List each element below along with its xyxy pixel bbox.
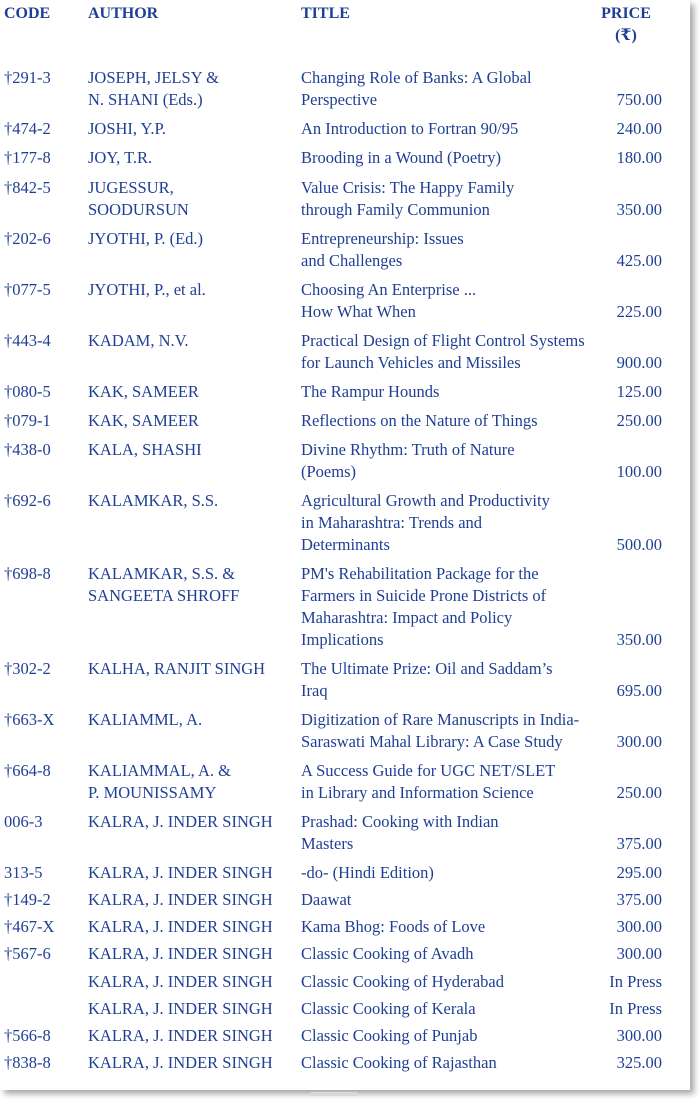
book-author: KADAM, N.V.: [88, 331, 189, 350]
catalog-row: [0, 67, 690, 111]
book-code: †149-2: [4, 890, 51, 909]
book-title: An Introduction to Fortran 90/95: [301, 119, 519, 138]
catalog-row: [0, 563, 690, 651]
catalog-row: [0, 490, 690, 556]
book-title: Classic Cooking of Hyderabad: [301, 972, 505, 991]
catalog-row: [0, 760, 690, 804]
book-price: 250.00: [616, 411, 662, 430]
catalog-row: [0, 998, 690, 1020]
book-price: 295.00: [616, 863, 662, 882]
book-title: Digitization of Rare Manuscripts in India- Saraswati Mahal Library: A Case Study: [301, 710, 580, 751]
book-title: Prashad: Cooking with Indian Masters: [301, 812, 499, 853]
catalog-row: [0, 330, 690, 374]
book-title: Classic Cooking of Kerala: [301, 999, 476, 1018]
catalog-row: [0, 916, 690, 938]
book-title: The Ultimate Prize: Oil and Saddam’s Iraq: [301, 659, 553, 700]
book-author: KALRA, J. INDER SINGH: [88, 944, 273, 963]
catalog-row: [0, 658, 690, 702]
book-code: †567-6: [4, 944, 51, 963]
book-price: 250.00: [616, 783, 662, 802]
book-title: Classic Cooking of Avadh: [301, 944, 474, 963]
book-author: JOSEPH, JELSY & N. SHANI (Eds.): [88, 68, 219, 109]
book-price: 100.00: [616, 462, 662, 481]
book-price: 300.00: [616, 944, 662, 963]
book-title: The Rampur Hounds: [301, 382, 440, 401]
book-code: †202-6: [4, 229, 51, 248]
book-title: Brooding in a Wound (Poetry): [301, 148, 502, 167]
book-title: Entrepreneurship: Issues and Challenges: [301, 229, 464, 270]
catalog-row: [0, 147, 690, 169]
book-code: †663-X: [4, 710, 55, 729]
book-price: In Press: [609, 999, 662, 1018]
catalog-row: [0, 177, 690, 221]
book-author: KALHA, RANJIT SINGH: [88, 659, 266, 678]
book-code: 006-3: [4, 812, 43, 831]
catalog-row: [0, 228, 690, 272]
book-code: †080-5: [4, 382, 51, 401]
book-author: KALIAMMAL, A. & P. MOUNISSAMY: [88, 761, 231, 802]
book-code: †438-0: [4, 440, 51, 459]
catalog-row: [0, 1025, 690, 1047]
book-price: 695.00: [616, 681, 662, 700]
book-price: 225.00: [616, 302, 662, 321]
book-code: †474-2: [4, 119, 51, 138]
book-title: Value Crisis: The Happy Family through Family Communion: [301, 178, 515, 219]
book-author: JOY, T.R.: [88, 148, 153, 167]
book-code: †692-6: [4, 491, 51, 510]
page-edge-tab: [310, 1092, 358, 1096]
book-price: 325.00: [616, 1053, 662, 1072]
book-author: KALRA, J. INDER SINGH: [88, 812, 273, 831]
book-author: KAK, SAMEER: [88, 411, 199, 430]
book-price: 125.00: [616, 382, 662, 401]
book-code: †842-5: [4, 178, 51, 197]
catalog-row: [0, 279, 690, 323]
book-price: 375.00: [616, 890, 662, 909]
book-price: 180.00: [616, 148, 662, 167]
book-title: PM's Rehabilitation Package for the Farmers in Suicide Prone Districts of Maharashtra: Impact and Policy Implications: [301, 564, 547, 649]
book-price: 300.00: [616, 1026, 662, 1045]
book-author: KALAMKAR, S.S.: [88, 491, 219, 510]
price-label: PRICE: [601, 5, 651, 22]
book-code: †664-8: [4, 761, 51, 780]
book-author: KALA, SHASHI: [88, 440, 202, 459]
book-author: KALRA, J. INDER SINGH: [88, 972, 273, 991]
book-price: 500.00: [616, 535, 662, 554]
book-code: †077-5: [4, 280, 51, 299]
book-title: A Success Guide for UGC NET/SLET in Library and Information Science: [301, 761, 556, 802]
catalog-row: [0, 709, 690, 753]
book-author: KAK, SAMEER: [88, 382, 199, 401]
book-author: KALRA, J. INDER SINGH: [88, 1026, 273, 1045]
book-title: Changing Role of Banks: A Global Perspective: [301, 68, 532, 109]
book-code: †566-8: [4, 1026, 51, 1045]
book-code: †698-8: [4, 564, 51, 583]
book-price: 350.00: [616, 200, 662, 219]
catalog-row: [0, 410, 690, 432]
currency-label: (₹): [615, 27, 637, 44]
book-price: 240.00: [616, 119, 662, 138]
catalog-row: [0, 118, 690, 140]
book-author: KALRA, J. INDER SINGH: [88, 917, 273, 936]
catalog-row: [0, 811, 690, 855]
book-author: KALIAMML, A.: [88, 710, 203, 729]
book-code: 313-5: [4, 863, 43, 882]
book-price: 350.00: [616, 630, 662, 649]
book-code: †291-3: [4, 68, 51, 87]
catalog-row: [0, 862, 690, 884]
column-header-price: [590, 3, 662, 47]
book-title: Agricultural Growth and Productivity in Maharashtra: Trends and Determinants: [301, 491, 550, 554]
book-author: KALRA, J. INDER SINGH: [88, 890, 273, 909]
book-author: JOSHI, Y.P.: [88, 119, 166, 138]
book-author: JYOTHI, P., et al.: [88, 280, 206, 299]
catalog-row: [0, 1052, 690, 1074]
book-title: Divine Rhythm: Truth of Nature (Poems): [301, 440, 515, 481]
book-code: †302-2: [4, 659, 51, 678]
book-title: Practical Design of Flight Control Systems for Launch Vehicles and Missiles: [301, 331, 585, 372]
book-author: KALAMKAR, S.S. & SANGEETA SHROFF: [88, 564, 240, 605]
column-header-code: CODE: [4, 5, 51, 22]
book-title: Classic Cooking of Punjab: [301, 1026, 478, 1045]
book-author: JYOTHI, P. (Ed.): [88, 229, 204, 248]
book-author: KALRA, J. INDER SINGH: [88, 863, 273, 882]
catalog-row: [0, 943, 690, 965]
book-title: Daawat: [301, 890, 352, 909]
book-title: Choosing An Enterprise ... How What When: [301, 280, 477, 321]
book-price: 750.00: [616, 90, 662, 109]
book-author: KALRA, J. INDER SINGH: [88, 1053, 273, 1072]
catalog-row: [0, 889, 690, 911]
catalog-row: [0, 439, 690, 483]
book-price: 300.00: [616, 917, 662, 936]
book-author: JUGESSUR, SOODURSUN: [88, 178, 189, 219]
catalog-row: [0, 971, 690, 993]
book-price: 375.00: [616, 834, 662, 853]
book-price: In Press: [609, 972, 662, 991]
book-code: †838-8: [4, 1053, 51, 1072]
book-price: 900.00: [616, 353, 662, 372]
catalog-row: [0, 381, 690, 403]
book-code: †467-X: [4, 917, 55, 936]
book-title: -do- (Hindi Edition): [301, 863, 434, 882]
book-author: KALRA, J. INDER SINGH: [88, 999, 273, 1018]
book-code: †079-1: [4, 411, 51, 430]
book-price: 425.00: [616, 251, 662, 270]
book-code: †443-4: [4, 331, 51, 350]
book-price: 300.00: [616, 732, 662, 751]
book-title: Reflections on the Nature of Things: [301, 411, 538, 430]
book-code: †177-8: [4, 148, 51, 167]
column-header-author: AUTHOR: [88, 5, 159, 22]
book-title: Kama Bhog: Foods of Love: [301, 917, 486, 936]
column-header-title: TITLE: [301, 5, 350, 22]
book-title: Classic Cooking of Rajasthan: [301, 1053, 497, 1072]
